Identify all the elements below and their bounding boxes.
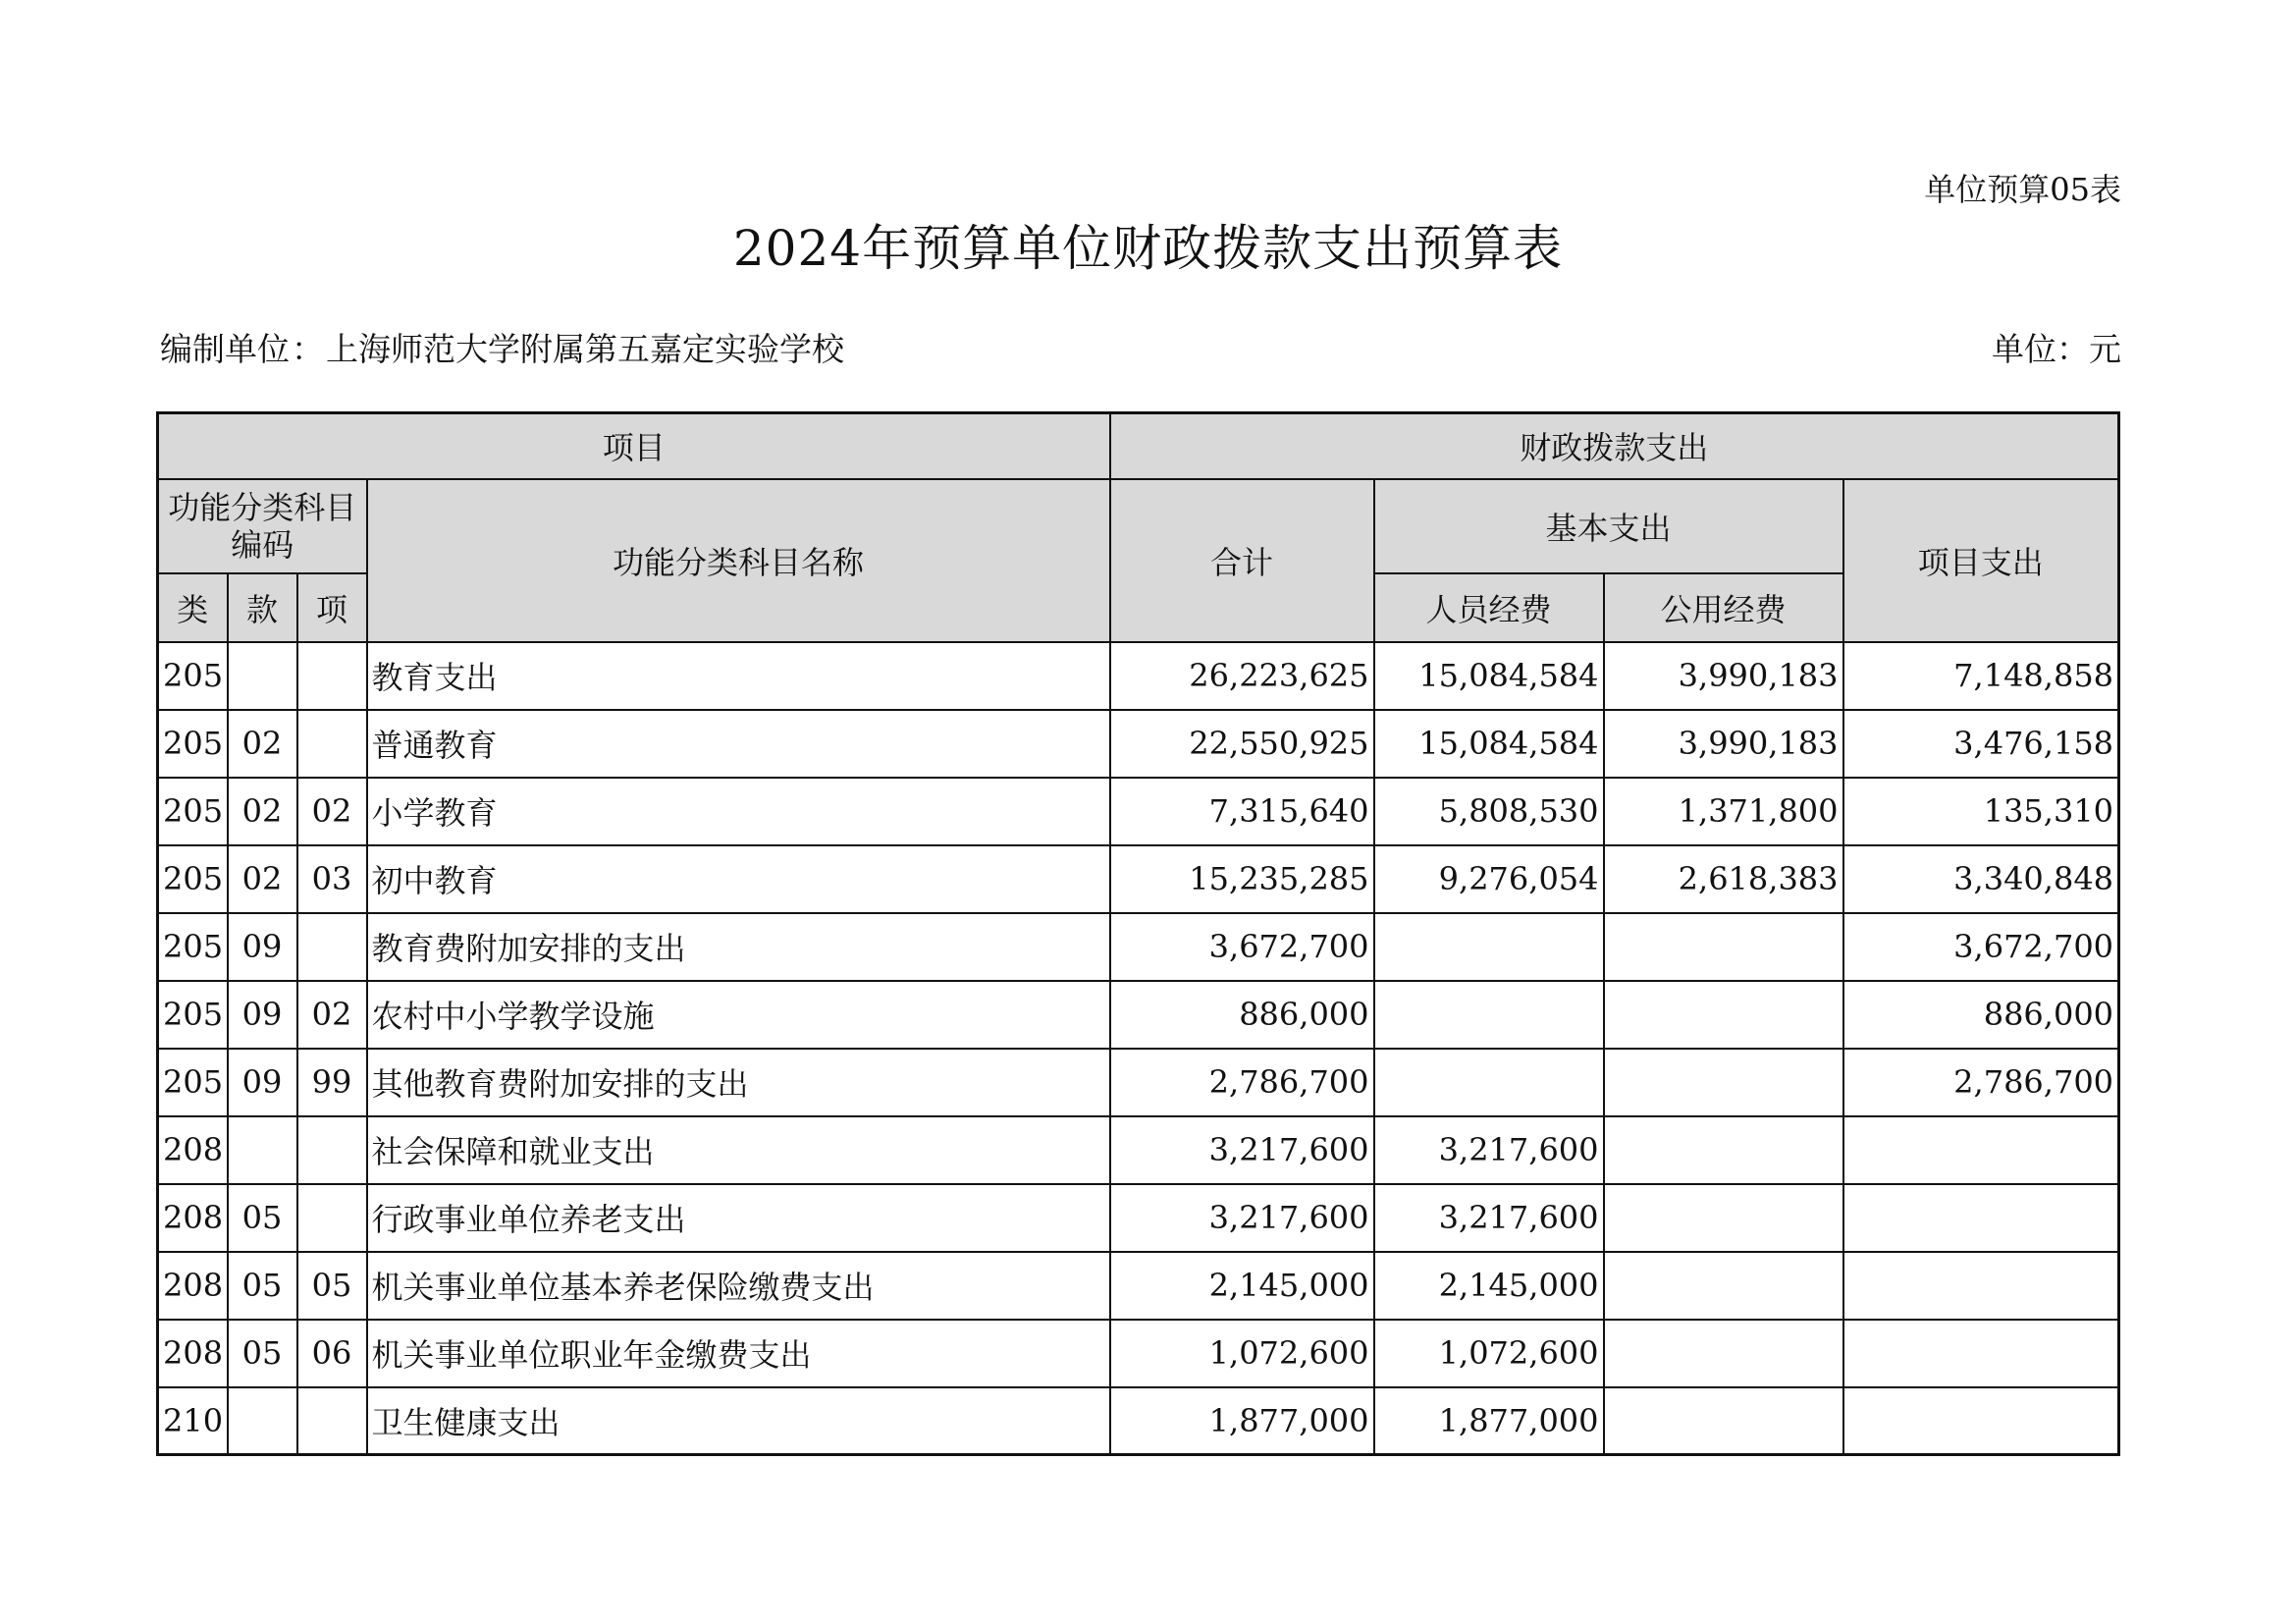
cell-xiang [297, 710, 367, 778]
cell-project [1843, 1252, 2119, 1320]
cell-kuan: 02 [228, 845, 297, 913]
table-row [158, 845, 2119, 913]
cell-personnel [1374, 981, 1604, 1049]
cell-project: 3,672,700 [1843, 913, 2119, 981]
page-title: 2024年预算单位财政拨款支出预算表 [732, 220, 1564, 277]
header-project-expense: 项目支出 [1843, 479, 2119, 642]
cell-xiang: 02 [297, 778, 367, 845]
cell-name: 农村中小学教学设施 [367, 981, 1110, 1049]
header-xiang: 项 [297, 573, 367, 642]
header-project: 项目 [158, 413, 1110, 479]
cell-name: 其他教育费附加安排的支出 [367, 1049, 1110, 1116]
header-personnel: 人员经费 [1374, 573, 1604, 642]
cell-project: 2,786,700 [1843, 1049, 2119, 1116]
table-row [158, 1116, 2119, 1184]
cell-public: 2,618,383 [1604, 845, 1843, 913]
cell-lei: 205 [158, 778, 228, 845]
header-lei: 类 [158, 573, 228, 642]
org-line [160, 324, 844, 370]
org-separator: ： [292, 330, 324, 368]
unit-value: 元 [2089, 330, 2121, 368]
cell-kuan: 05 [228, 1252, 297, 1320]
cell-kuan: 09 [228, 1049, 297, 1116]
cell-total: 3,672,700 [1110, 913, 1374, 981]
cell-project: 886,000 [1843, 981, 2119, 1049]
header-name: 功能分类科目名称 [367, 479, 1110, 642]
cell-personnel: 15,084,584 [1374, 710, 1604, 778]
cell-personnel: 3,217,600 [1374, 1184, 1604, 1252]
cell-kuan: 09 [228, 981, 297, 1049]
cell-kuan [228, 642, 297, 710]
cell-lei: 205 [158, 710, 228, 778]
form-number: 单位预算05表 [1924, 171, 2121, 208]
cell-total: 26,223,625 [1110, 642, 1374, 710]
table-row [158, 1049, 2119, 1116]
cell-public: 1,371,800 [1604, 778, 1843, 845]
cell-kuan: 05 [228, 1320, 297, 1387]
cell-project [1843, 1116, 2119, 1184]
cell-kuan [228, 1387, 297, 1455]
cell-total: 22,550,925 [1110, 710, 1374, 778]
table-row [158, 1184, 2119, 1252]
cell-xiang [297, 1184, 367, 1252]
cell-lei: 205 [158, 1049, 228, 1116]
header-total: 合计 [1110, 479, 1374, 642]
cell-xiang [297, 642, 367, 710]
table-row [158, 778, 2119, 845]
cell-project: 3,340,848 [1843, 845, 2119, 913]
cell-name: 教育费附加安排的支出 [367, 913, 1110, 981]
header-basic: 基本支出 [1374, 479, 1843, 573]
cell-public [1604, 1252, 1843, 1320]
header-code-group: 功能分类科目编码 [158, 479, 367, 573]
cell-personnel: 2,145,000 [1374, 1252, 1604, 1320]
cell-total: 1,877,000 [1110, 1387, 1374, 1455]
cell-public [1604, 1320, 1843, 1387]
cell-public: 3,990,183 [1604, 710, 1843, 778]
cell-xiang: 06 [297, 1320, 367, 1387]
cell-public: 3,990,183 [1604, 642, 1843, 710]
cell-total: 1,072,600 [1110, 1320, 1374, 1387]
cell-public [1604, 1184, 1843, 1252]
header-kuan: 款 [228, 573, 297, 642]
cell-personnel: 1,877,000 [1374, 1387, 1604, 1455]
table-row [158, 1320, 2119, 1387]
cell-total: 886,000 [1110, 981, 1374, 1049]
cell-project [1843, 1184, 2119, 1252]
table-row [158, 642, 2119, 710]
cell-public [1604, 1116, 1843, 1184]
cell-public [1604, 1049, 1843, 1116]
cell-name: 小学教育 [367, 778, 1110, 845]
table-row [158, 710, 2119, 778]
cell-name: 普通教育 [367, 710, 1110, 778]
cell-total: 3,217,600 [1110, 1116, 1374, 1184]
cell-name: 机关事业单位职业年金缴费支出 [367, 1320, 1110, 1387]
cell-xiang: 99 [297, 1049, 367, 1116]
cell-lei: 205 [158, 981, 228, 1049]
cell-kuan: 09 [228, 913, 297, 981]
table-row [158, 1252, 2119, 1320]
cell-name: 卫生健康支出 [367, 1387, 1110, 1455]
table-row [158, 1387, 2119, 1455]
cell-lei: 205 [158, 642, 228, 710]
cell-xiang: 05 [297, 1252, 367, 1320]
cell-kuan: 05 [228, 1184, 297, 1252]
cell-public [1604, 981, 1843, 1049]
cell-total: 2,786,700 [1110, 1049, 1374, 1116]
cell-personnel: 5,808,530 [1374, 778, 1604, 845]
cell-lei: 208 [158, 1184, 228, 1252]
cell-name: 行政事业单位养老支出 [367, 1184, 1110, 1252]
cell-personnel [1374, 913, 1604, 981]
cell-xiang: 03 [297, 845, 367, 913]
unit-label: 单位 [1992, 330, 2056, 368]
cell-name: 机关事业单位基本养老保险缴费支出 [367, 1252, 1110, 1320]
cell-kuan [228, 1116, 297, 1184]
org-label: 编制单位 [160, 330, 290, 368]
cell-xiang: 02 [297, 981, 367, 1049]
cell-kuan: 02 [228, 710, 297, 778]
cell-project [1843, 1320, 2119, 1387]
cell-lei: 208 [158, 1252, 228, 1320]
cell-total: 2,145,000 [1110, 1252, 1374, 1320]
cell-lei: 208 [158, 1320, 228, 1387]
cell-personnel: 3,217,600 [1374, 1116, 1604, 1184]
table-row [158, 913, 2119, 981]
cell-lei: 205 [158, 845, 228, 913]
cell-kuan: 02 [228, 778, 297, 845]
cell-name: 教育支出 [367, 642, 1110, 710]
cell-lei: 205 [158, 913, 228, 981]
cell-xiang [297, 1116, 367, 1184]
cell-total: 3,217,600 [1110, 1184, 1374, 1252]
cell-total: 7,315,640 [1110, 778, 1374, 845]
table-row [158, 981, 2119, 1049]
org-name: 上海师范大学附属第五嘉定实验学校 [326, 330, 844, 368]
cell-xiang [297, 913, 367, 981]
cell-lei: 210 [158, 1387, 228, 1455]
unit-line [1992, 324, 2121, 370]
budget-table [156, 411, 2120, 1456]
unit-separator: ： [2056, 330, 2089, 368]
header-fiscal: 财政拨款支出 [1110, 413, 2119, 479]
cell-project: 135,310 [1843, 778, 2119, 845]
cell-name: 初中教育 [367, 845, 1110, 913]
cell-personnel: 15,084,584 [1374, 642, 1604, 710]
cell-project [1843, 1387, 2119, 1455]
cell-xiang [297, 1387, 367, 1455]
cell-public [1604, 913, 1843, 981]
cell-project: 3,476,158 [1843, 710, 2119, 778]
cell-personnel: 9,276,054 [1374, 845, 1604, 913]
cell-total: 15,235,285 [1110, 845, 1374, 913]
cell-name: 社会保障和就业支出 [367, 1116, 1110, 1184]
cell-personnel [1374, 1049, 1604, 1116]
cell-personnel: 1,072,600 [1374, 1320, 1604, 1387]
cell-public [1604, 1387, 1843, 1455]
header-public: 公用经费 [1604, 573, 1843, 642]
cell-lei: 208 [158, 1116, 228, 1184]
cell-project: 7,148,858 [1843, 642, 2119, 710]
